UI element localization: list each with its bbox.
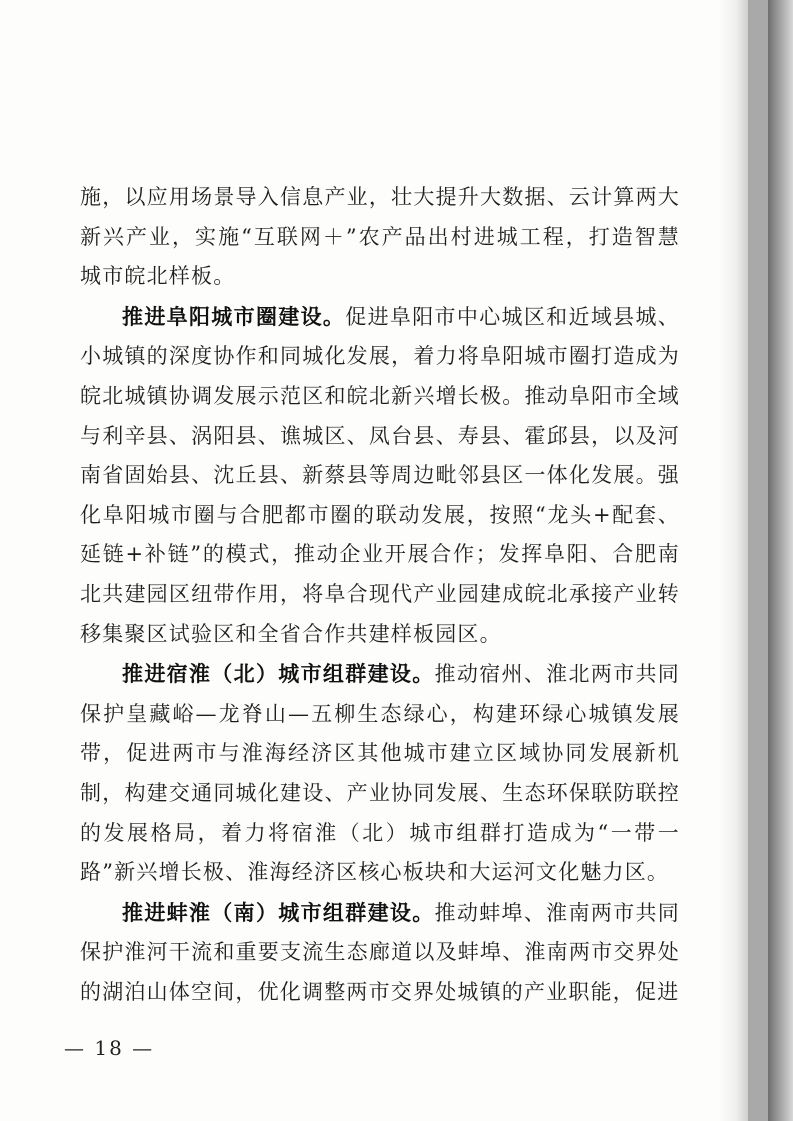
paragraph-heading: 推进阜阳城市圈建设。 [122,303,346,329]
paragraph-benghuai [80,893,680,1013]
paragraph-suhuai [80,654,680,893]
paragraph-continued [80,178,680,297]
paragraph-text: 施，以应用场景导入信息产业，壮大提升大数据、云计算两大新兴产业，实施“互联网＋”农产品出村进城工程，打造智慧城市皖北样板。 [80,185,680,289]
body-text [80,178,680,1012]
paragraph-heading: 推进宿淮（北）城市组群建设。 [122,661,435,687]
paragraph-heading: 推进蚌淮（南）城市组群建设。 [122,899,435,925]
paragraph-text: 促进阜阳市中心城区和近域县城、小城镇的深度协作和同城化发展，着力将阜阳城市圈打造成为皖北城镇协调发展示范区和皖北新兴增长极。推动阜阳市全域与利辛县、涡阳县、谯城区、凤台县、寿县、霍邱县，以及河南省固始县、沈丘县、新蔡县等周边毗邻县区一体化发展。强化阜阳城市圈与合肥都市圈的联动发展，按照“龙头+配套、延链+补链”的模式，推动企业开展合作；发挥阜阳、合肥南北共建园区纽带作用，将阜合现代产业园建成皖北承接产业转移集聚区试验区和全省合作共建样板园区。 [80,304,680,646]
scan-edge-band [748,0,768,1121]
paragraph-text: 推动宿州、淮北两市共同保护皇藏峪—龙脊山—五柳生态绿心，构建环绿心城镇发展带，促进两市与淮海经济区其他城市建立区域协同发展新机制，构建交通同城化建设、产业协同发展、生态环保联防联控的发展格局，着力将宿淮（北）城市组群打造成为“一带一路”新兴增长极、淮海经济区核心板块和大运河文化魅力区。 [80,662,680,885]
scan-edge-outer [768,0,793,1121]
paragraph-fuyang [80,297,680,654]
page-number: — 18 — [64,1036,155,1060]
scan-edge-shadow [718,0,748,1121]
paragraph-text: 推动蚌埠、淮南两市共同保护淮河干流和重要支流生态廊道以及蚌埠、淮南两市交界处的湖泊山体空间，优化调整两市交界处城镇的产业职能，促进 [80,900,680,1004]
